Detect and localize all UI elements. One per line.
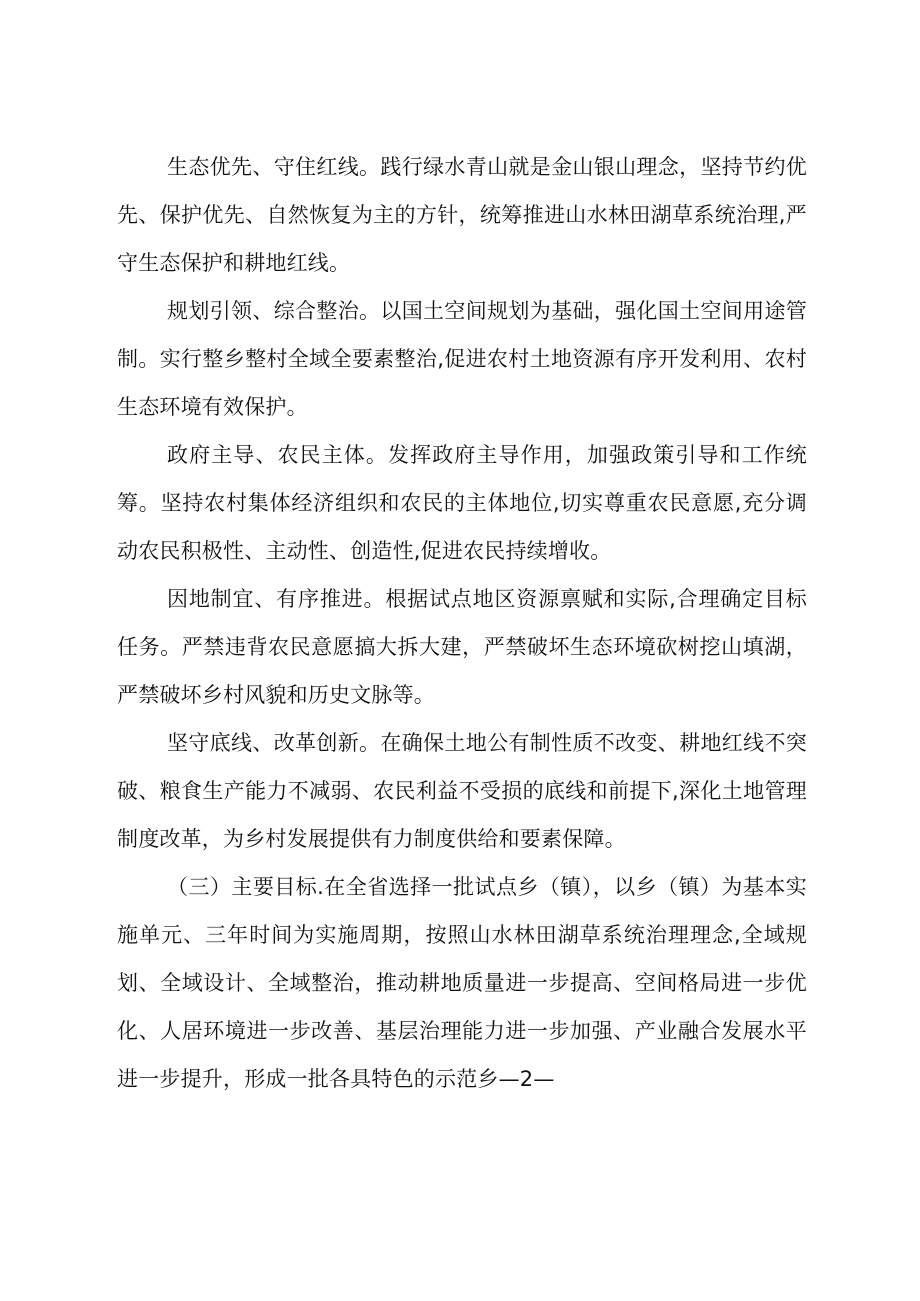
paragraph-local-conditions: 因地制宜、有序推进。根据试点地区资源禀赋和实际,合理确定目标任务。严禁违背农民意愿搞大拆大建，严禁破坏生态环境砍树挖山填湖，严禁破坏乡村风貌和历史文脉等。 [117,587,807,707]
document-body [117,143,807,1103]
paragraph-main-goals: （三）主要目标.在全省选择一批试点乡（镇），以乡（镇）为基本实施单元、三年时间为实施周期，按照山水林田湖草系统治理理念,全域规划、全域设计、全域整治，推动耕地质量进一步提高、空间格局进一步优化、人居环境进一步改善、基层治理能力进一步加强、产业融合发展水平进一步提升，形成一批各具特色的示范乡—2— [117,875,807,1091]
paragraph-bottom-line: 坚守底线、改革创新。在确保土地公有制性质不改变、耕地红线不突破、粮食生产能力不减弱、农民利益不受损的底线和前提下,深化土地管理制度改革，为乡村发展提供有力制度供给和要素保障。 [117,731,807,851]
paragraph-ecology-priority: 生态优先、守住红线。践行绿水青山就是金山银山理念，坚持节约优先、保护优先、自然恢复为主的方针，统筹推进山水林田湖草系统治理,严守生态保护和耕地红线。 [117,155,807,275]
paragraph-planning-guidance: 规划引领、综合整治。以国土空间规划为基础，强化国土空间用途管制。实行整乡整村全域全要素整治,促进农村土地资源有序开发利用、农村生态环境有效保护。 [117,299,807,419]
paragraph-government-leading: 政府主导、农民主体。发挥政府主导作用，加强政策引导和工作统筹。坚持农村集体经济组织和农民的主体地位,切实尊重农民意愿,充分调动农民积极性、主动性、创造性,促进农民持续增收。 [117,443,807,563]
